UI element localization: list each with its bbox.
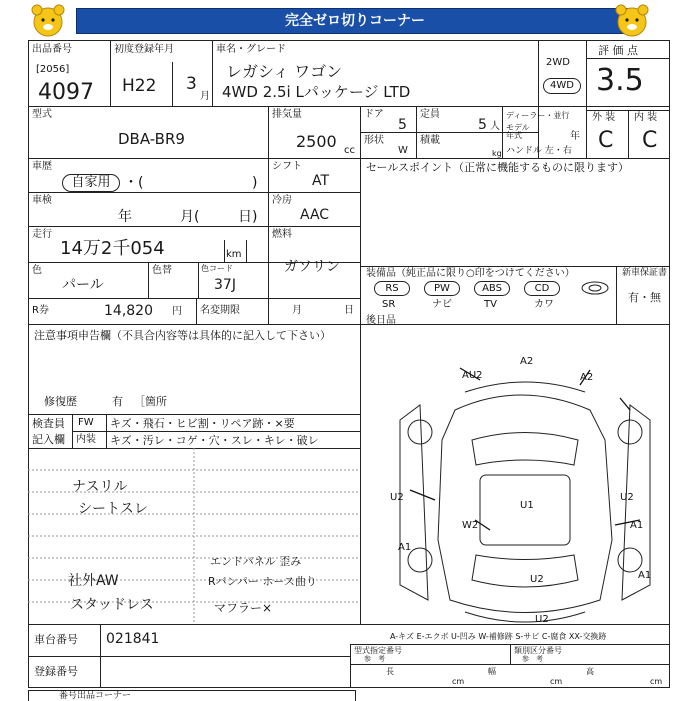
inspection-label: 車検	[32, 195, 52, 206]
guarantee-label: 新車保証書	[622, 268, 668, 278]
model-year-label: モデル 年式	[506, 123, 530, 140]
color-code-value: 37J	[214, 277, 236, 293]
dealer-label: ディーラー・並行	[506, 111, 570, 120]
interior-value: C	[642, 128, 658, 153]
inspection-year: 年	[118, 209, 132, 225]
registration-month-unit: 月	[200, 91, 210, 102]
mark-a1-rear: A1	[638, 570, 652, 581]
note-r-bumper: Rバンパー ホース曲り	[208, 575, 317, 588]
damage-legend: A-キズ E-エクボ U-凹み W-補修跡 S-サビ C-腐食 XX-交換跡	[390, 632, 607, 641]
drive-4wd-circled: 4WD	[543, 78, 581, 94]
car-name: レガシィ ワゴン	[226, 62, 343, 81]
mark-u2-bottom: U2	[535, 614, 549, 625]
mileage-value: 14万2千054	[60, 238, 165, 259]
mark-u2-right: U2	[620, 492, 634, 503]
exterior-value: C	[598, 128, 614, 153]
registration-month: 3	[186, 74, 197, 94]
inspector-label-2: 記入欄	[32, 433, 65, 446]
mascot-bear-icon	[28, 2, 68, 40]
note-scuff: ナスリル	[72, 479, 128, 495]
mark-au2: AU2	[462, 370, 483, 381]
note-end-panel: エンドパネル 歪み	[210, 555, 302, 568]
color-code-label: 色コード	[201, 264, 233, 273]
score-value: 3.5	[596, 63, 644, 98]
note-studless: スタッドレス	[70, 597, 154, 613]
displacement-value: 2500	[296, 132, 337, 151]
name-change-label: 名変期限	[200, 305, 240, 316]
drive-2wd: 2WD	[546, 57, 570, 68]
mark-a1-left: A1	[398, 542, 412, 553]
equip-tv: TV	[484, 299, 497, 310]
fuel-value: ガソリン	[284, 259, 340, 275]
name-change-month: 月	[292, 305, 302, 316]
color-label: 色	[32, 265, 42, 276]
capacity-unit: 人	[490, 121, 500, 132]
recycle-value: 14,820	[104, 303, 153, 319]
fw-label: FW	[78, 417, 94, 428]
notes-label: 注意事項申告欄（不具合内容等は具体的に記入して下さい）	[34, 329, 331, 342]
banner-title: 完全ゼロ切りコーナー	[285, 13, 425, 29]
footer-box	[28, 690, 356, 701]
inspector-label-1: 検査員	[32, 417, 65, 430]
width-label: 幅	[488, 667, 496, 676]
capacity-label: 定員	[420, 109, 440, 120]
mascot-bear-icon	[612, 2, 652, 40]
model-value: DBA-BR9	[118, 130, 185, 148]
mark-u2-left: U2	[390, 492, 404, 503]
note-aftermarket-aw: 社外AW	[68, 573, 119, 589]
banner-bar	[76, 8, 634, 34]
car-label: 車名・グレード	[216, 44, 286, 55]
length-unit: cm	[452, 677, 465, 686]
fuel-label: 燃料	[272, 229, 292, 240]
repair-label: 修復歴	[44, 395, 77, 408]
type-spec-ref: 参 考	[364, 655, 385, 663]
doors-value: 5	[398, 117, 407, 133]
shape-label: 形状	[364, 135, 384, 146]
repair-value: 有	[112, 395, 123, 408]
guarantee-value: 有・無	[628, 291, 661, 304]
usage-label: 車歴	[32, 161, 52, 172]
chassis-value: 021841	[106, 631, 160, 647]
registration-label: 初度登録年月	[114, 44, 174, 55]
height-label: 高	[586, 667, 594, 676]
equip-rs: RS	[374, 281, 410, 296]
repair-place: ［箇所	[134, 395, 167, 408]
mark-a2-front: A2	[520, 356, 534, 367]
class-code-label: 類別区分番号	[514, 646, 562, 655]
exterior-label: 外 装	[592, 112, 616, 123]
load-unit: kg	[492, 149, 502, 158]
inspection-month: 月(	[180, 209, 200, 225]
class-code-ref: 参 考	[522, 655, 543, 663]
displacement-label: 排気量	[272, 109, 302, 120]
handle-label: ハンドル 左・右	[506, 146, 572, 156]
model-label: 型式	[32, 109, 52, 120]
int-items: キズ・汚レ・コゲ・穴・スレ・キレ・破レ	[110, 434, 319, 447]
mileage-label: 走行	[32, 229, 52, 240]
usage-value-circled: 自家用	[62, 174, 120, 192]
note-muffler: マフラー×	[214, 601, 273, 615]
length-label: 長	[386, 667, 394, 676]
equip-abs: ABS	[474, 281, 510, 296]
shift-label: シフト	[272, 161, 302, 172]
inspection-day: 日)	[238, 209, 258, 225]
model-year-unit: 年	[570, 131, 580, 142]
recycle-label: R券	[32, 305, 49, 316]
name-change-day: 日	[344, 305, 354, 316]
usage-suffix: ・(	[124, 175, 144, 191]
lot-number: 4097	[38, 80, 94, 105]
interior-label: 内 装	[634, 112, 658, 123]
lot-code: [2056]	[36, 64, 70, 75]
sales-point-label: セールスポイント（正常に機能するものに限ります）	[366, 161, 630, 174]
equipment-label: 装備品（純正品に限り○印をつけてください）	[366, 268, 575, 279]
height-unit: cm	[650, 677, 663, 686]
shape-value: W	[398, 145, 408, 156]
mark-a1-right: A1	[630, 520, 644, 531]
equip-navi: ナビ	[432, 299, 452, 310]
mark-w2: W2	[462, 520, 479, 531]
ac-label: 冷房	[272, 195, 292, 206]
type-spec-label: 型式指定番号	[354, 646, 402, 655]
recycle-unit: 円	[172, 306, 182, 317]
note-seat-wear: シートスレ	[78, 501, 148, 517]
load-label: 積載	[420, 135, 440, 146]
footer-text: 番号出品コーナー	[59, 691, 132, 701]
mark-a2-right: A2	[580, 372, 594, 383]
shift-value: AT	[312, 173, 330, 189]
displacement-unit: cc	[344, 145, 355, 156]
car-grade: 4WD 2.5i Lパッケージ LTD	[222, 83, 411, 101]
mark-u2-rear: U2	[530, 574, 544, 585]
lot-label: 出品番号	[32, 44, 72, 55]
rear-label: 後日品	[366, 315, 396, 326]
tire-icon	[580, 280, 610, 296]
color-value: パール	[62, 277, 104, 293]
score-label: 評 価 点	[598, 44, 638, 57]
car-damage-diagram	[380, 350, 670, 632]
int-label: 内装	[76, 434, 96, 445]
reg-number-label: 登録番号	[34, 665, 78, 678]
mileage-unit: km	[226, 249, 242, 260]
doors-label: ドア	[364, 109, 384, 120]
width-unit: cm	[550, 677, 563, 686]
fw-items: キズ・飛石・ヒビ割・リペア跡・×要	[110, 417, 295, 430]
equip-pw: PW	[424, 281, 460, 296]
equip-leather: カワ	[534, 299, 554, 310]
capacity-value: 5	[478, 117, 487, 133]
usage-close: )	[252, 175, 258, 191]
equip-sr: SR	[382, 299, 396, 310]
registration-era: H22	[122, 76, 157, 96]
ac-value: AAC	[300, 207, 330, 223]
mark-u1: U1	[520, 500, 534, 511]
equip-cd: CD	[524, 281, 560, 296]
chassis-label: 車台番号	[34, 633, 78, 646]
color-change-label: 色替	[152, 265, 172, 276]
